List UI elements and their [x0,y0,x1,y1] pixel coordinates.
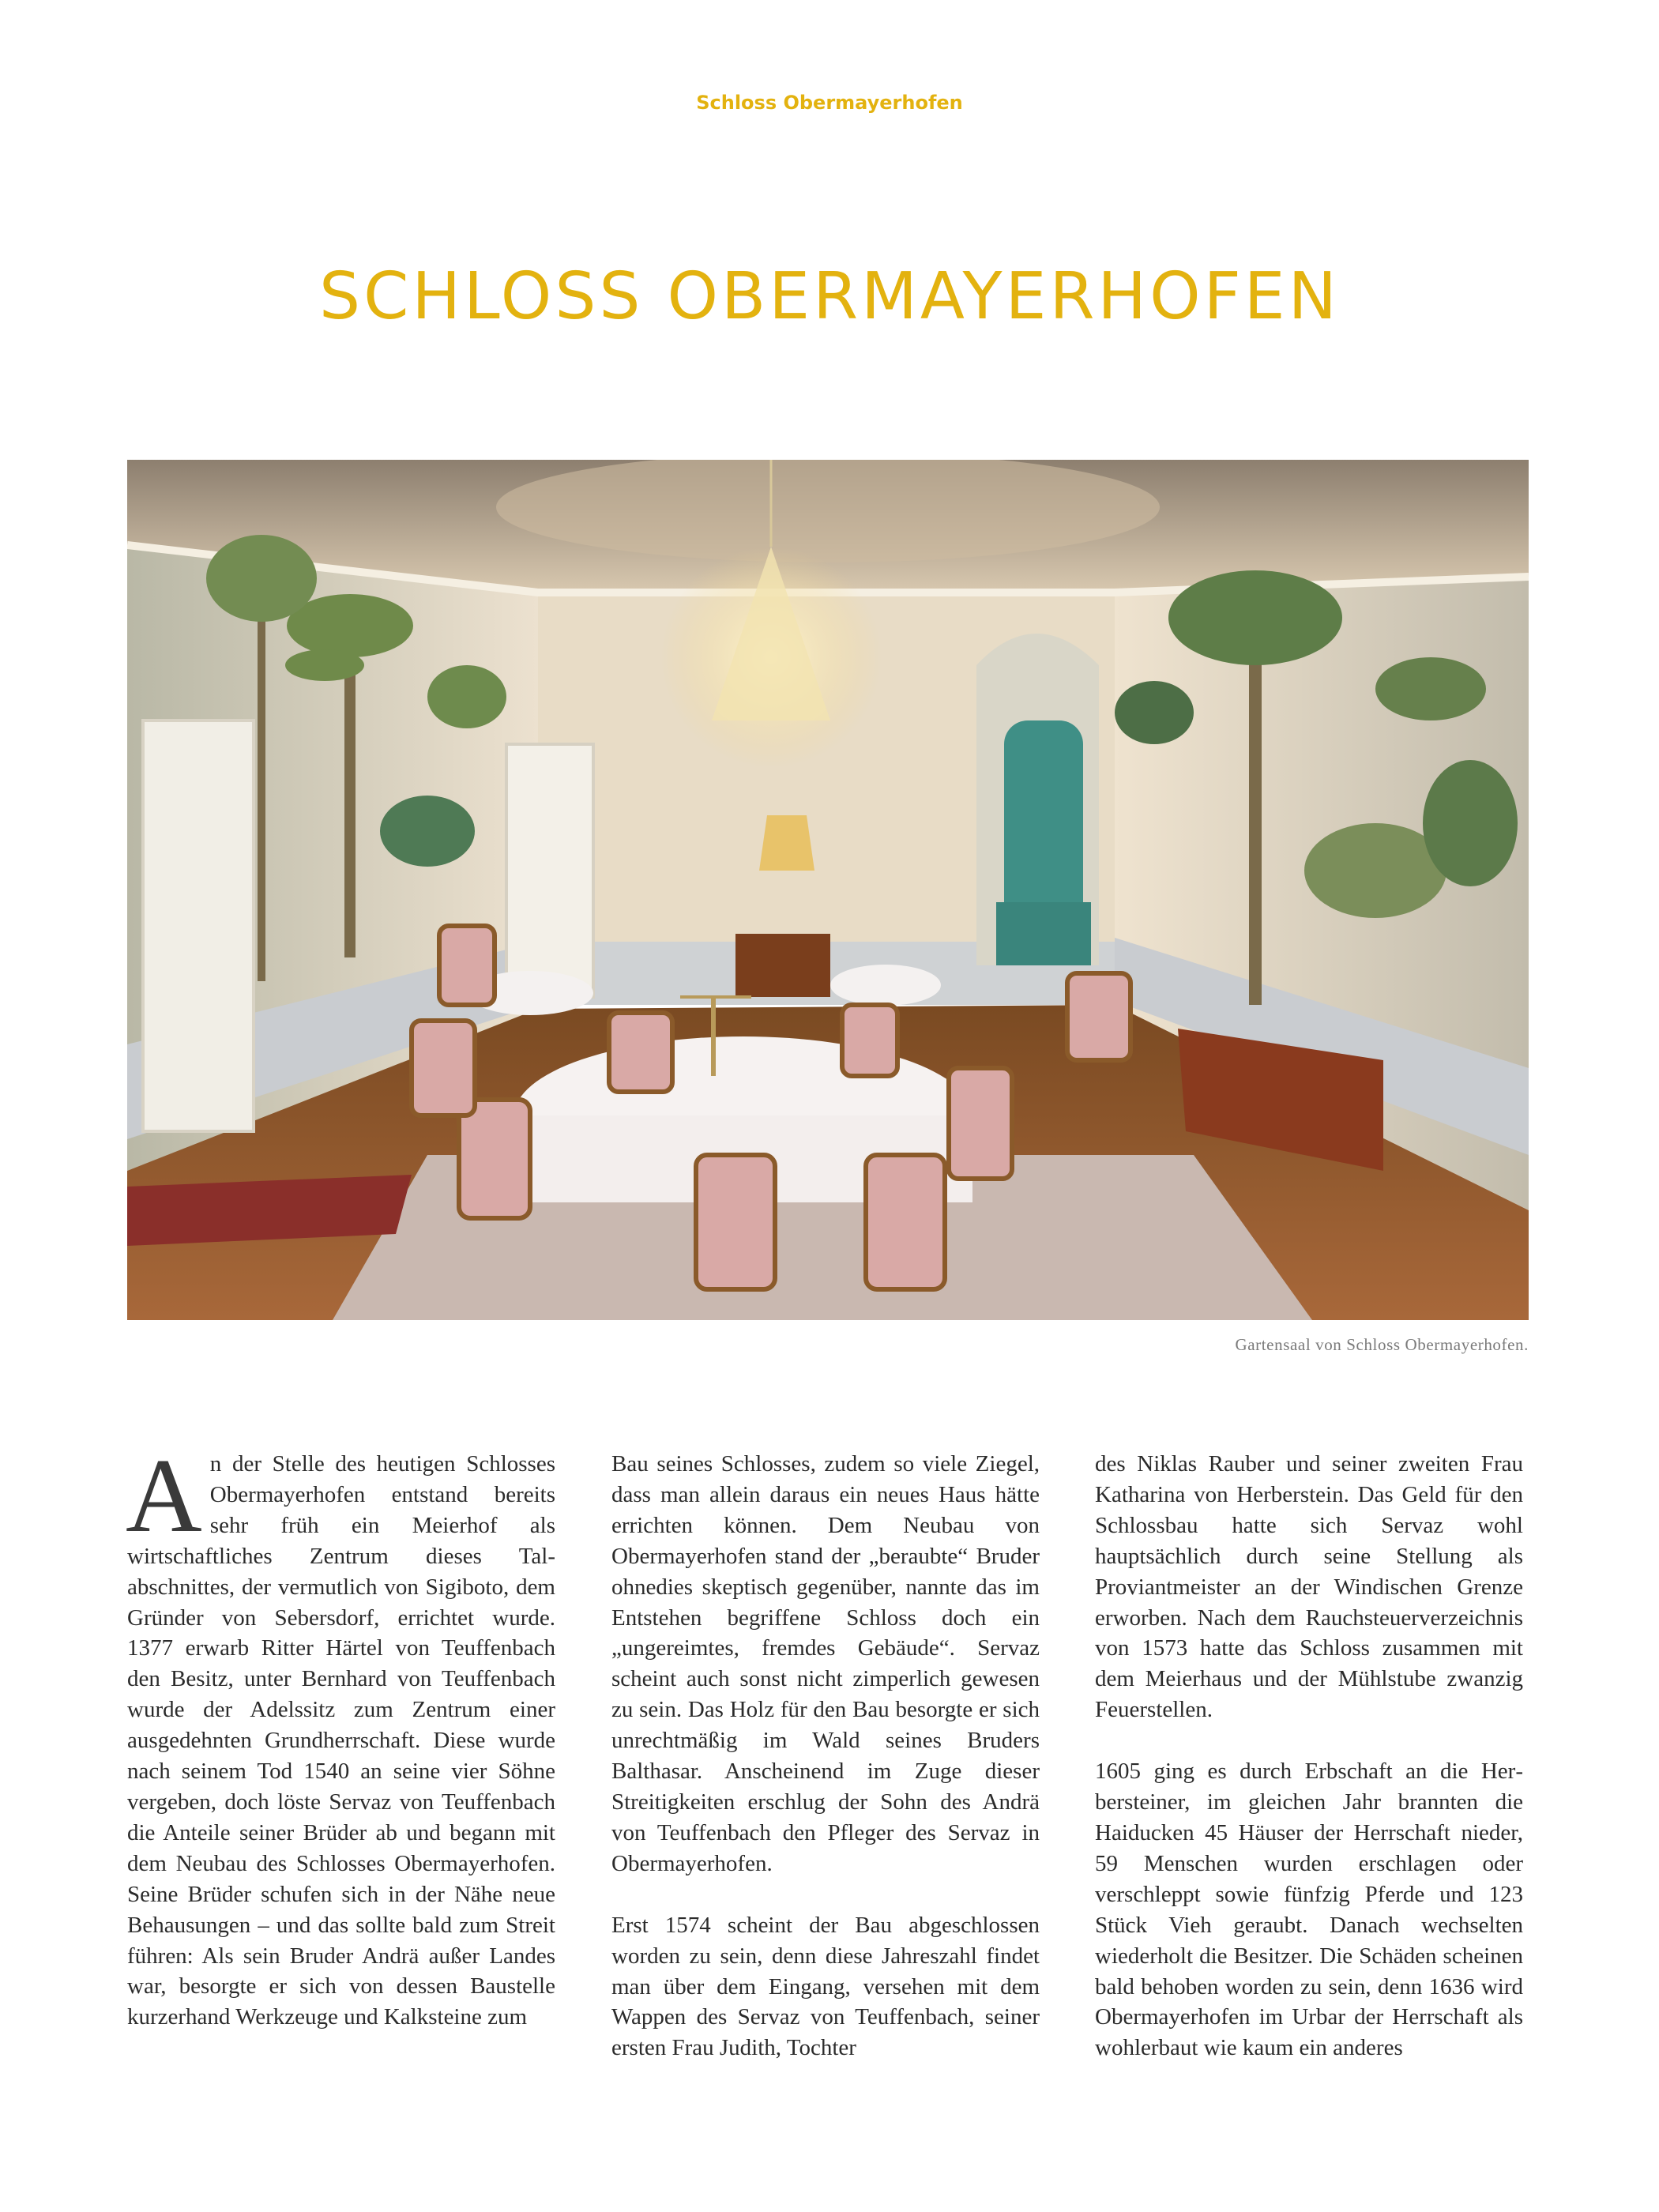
running-head: Schloss Obermayerhofen [696,92,963,114]
paragraph: Bau seines Schlosses, zudem so viele Ziegel, dass man allein daraus ein neues Haus hätte errichten können. Dem Neubau von Obermayerhofen stand der „beraubte“ Bruder ohnedies skeptisch gegenüber, nannte das im Entstehen begriffene Schloss doch ein „ungereimtes, fremdes Gebäude“. Servaz scheint auch sonst nicht zimperlich gewesen zu sein. Das Holz für den Bau besorgte er sich unrechtmäßig im Wald seines Bruders Balthasar. Anscheinend im Zuge dieser Streitigkeiten erschlug der Sohn des Andrä von Teuffenbach den Pfleger des Servaz in Obermayerhofen. [611,1451,1040,1876]
paragraph [126,1437,555,2033]
text-column-2 [611,1449,1040,2063]
dining-hall-illustration [127,460,1529,1320]
paragraph: des Niklas Rauber und seiner zweiten Frau Katharina von Herberstein. Das Geld für den Schlossbau hatte sich Servaz wohl hauptsächlich durch seine Stellung als Proviantmeister an der Windischen Grenze erworben. Nach dem Rauchsteuerverzeichnis von 1573 hatte das Schloss zusammen mit dem Meierhaus und der Mühlstube zwanzig Feuerstellen. [1095,1451,1523,1723]
text-column-3 [1095,1449,1523,2063]
drop-cap: A [126,1437,202,1554]
dining-hall-photo [127,460,1529,1320]
paragraph-text: n der Stelle des heutigen Schlosses Obermayerhofen entstand bereits sehr früh ein Meierhof als wirtschaftliches Zentrum dieses Talabschnittes, der vermutlich von Sigiboto, dem Gründer von Sebersdorf, errichtet wurde. 1377 erwarb Ritter Härtel von Teuffenbach den Besitz, unter Bernhard von Teuffenbach wurde der Adelssitz zum Zentrum einer ausgedehnten Grundherrschaft. Diese wurde nach seinem Tod 1540 an seine vier Söhne vergeben, doch löste Servaz von Teuffenbach die Anteile seiner Brüder ab und begann mit dem Neubau des Schlosses Obermayerhofen. Seine Brüder schufen sich in der Nähe neue Behausungen – und das sollte bald zum Streit führen: Als sein Bruder Andrä außer Landes war, besorgte er sich von dessen Baustelle kurzerhand Werkzeuge und Kalksteine zum [127,1451,555,2030]
text-column-1 [126,1437,555,2033]
paragraph: Erst 1574 scheint der Bau abgeschlossen worden zu sein, denn diese Jahreszahl findet man über dem Eingang, versehen mit dem Wappen des Servaz von Teuffenbach, seiner ersten Frau Judith, Tochter [611,1912,1040,2061]
paragraph: 1605 ging es durch Erbschaft an die Herbersteiner, im gleichen Jahr brannten die Haiducken 45 Häuser der Herrschaft nieder, 59 Menschen wurden erschlagen oder verschleppt sowie fünfzig Pferde und 123 Stück Vieh geraubt. Danach wechselten wiederholt die Besitzer. Die Schäden scheinen bald behoben worden zu sein, denn 1636 wird Obermayerhofen im Urbar der Herrschaft als wohlerbaut wie kaum ein anderes [1095,1759,1523,2061]
page-title: SCHLOSS OBERMAYERHOFEN [319,259,1340,334]
photo-caption: Gartensaal von Schloss Obermayerhofen. [1235,1335,1529,1354]
